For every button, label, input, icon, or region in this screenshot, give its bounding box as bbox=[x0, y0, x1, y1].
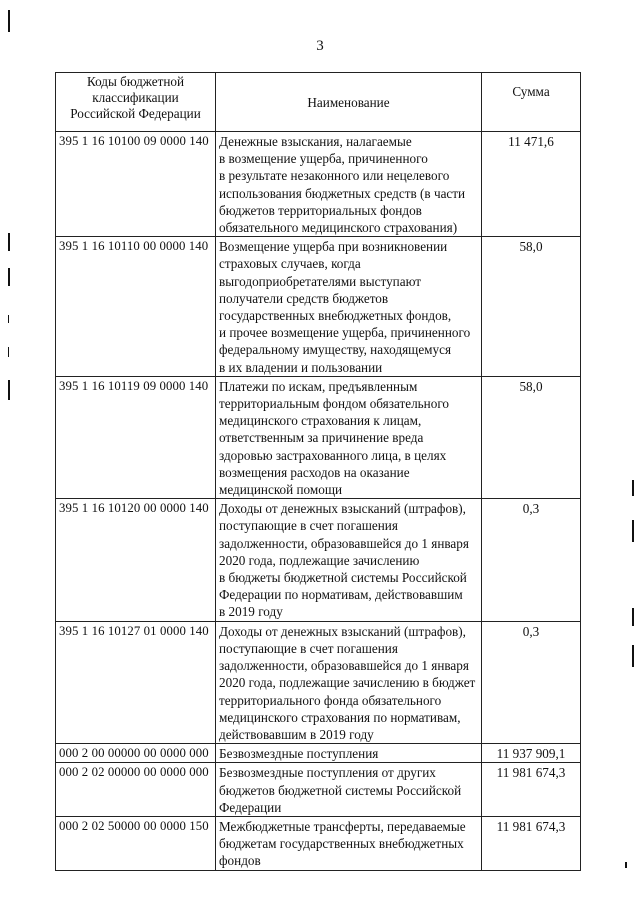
scan-mark bbox=[8, 315, 9, 323]
row-code: 395 1 16 10100 09 0000 140 bbox=[56, 132, 216, 237]
row-sum: 0,3 bbox=[482, 499, 581, 621]
row-code: 395 1 16 10110 00 0000 140 bbox=[56, 237, 216, 377]
scan-mark bbox=[632, 645, 634, 667]
row-name: Возмещение ущерба при возникновении страховых случаев, когда выгодоприобретателями выступают получатели средств бюджетов государственных внебюджетных фондов, и прочее возмещение ущерба, причиненного федеральному имуществу, находящемуся в их владении и пользовании bbox=[216, 237, 482, 377]
row-code: 000 2 02 50000 00 0000 150 bbox=[56, 816, 216, 870]
table-row bbox=[56, 376, 581, 498]
scan-mark bbox=[8, 233, 10, 251]
budget-classification-table bbox=[55, 72, 581, 871]
row-code: 395 1 16 10127 01 0000 140 bbox=[56, 621, 216, 743]
page-number: 3 bbox=[316, 38, 324, 54]
row-name: Платежи по искам, предъявленным территориальным фондом обязательного медицинского страхования к лицам, ответственным за причинение вреда здоровью застрахованного лица, в целях возмещения расходов на оказание медицинской помощи bbox=[216, 376, 482, 498]
row-name: Безвозмездные поступления bbox=[216, 744, 482, 763]
table-header-row bbox=[56, 73, 581, 132]
table-row bbox=[56, 499, 581, 621]
header-sum: Сумма bbox=[482, 73, 581, 132]
scan-mark bbox=[8, 380, 10, 400]
row-sum: 11 981 674,3 bbox=[482, 763, 581, 817]
scan-mark bbox=[8, 10, 10, 32]
row-sum: 11 937 909,1 bbox=[482, 744, 581, 763]
table-row bbox=[56, 237, 581, 377]
row-name: Межбюджетные трансферты, передаваемые бюджетам государственных внебюджетных фондов bbox=[216, 816, 482, 870]
table-row bbox=[56, 132, 581, 237]
row-name: Доходы от денежных взысканий (штрафов), поступающие в счет погашения задолженности, образовавшейся до 1 января 2020 года, подлежащие зачислению в бюджет территориального фонда обязательного медицинского страхования по нормативам, действовавшим в 2019 году bbox=[216, 621, 482, 743]
scan-mark bbox=[8, 268, 10, 286]
row-sum: 11 981 674,3 bbox=[482, 816, 581, 870]
row-sum: 0,3 bbox=[482, 621, 581, 743]
scan-mark bbox=[632, 608, 634, 626]
table-row bbox=[56, 816, 581, 870]
scan-mark bbox=[632, 480, 634, 496]
table-row bbox=[56, 763, 581, 817]
scan-mark bbox=[625, 862, 627, 868]
row-name: Безвозмездные поступления от других бюджетов бюджетной системы Российской Федерации bbox=[216, 763, 482, 817]
row-code: 000 2 02 00000 00 0000 000 bbox=[56, 763, 216, 817]
row-code: 000 2 00 00000 00 0000 000 bbox=[56, 744, 216, 763]
header-name: Наименование bbox=[216, 73, 482, 132]
row-code: 395 1 16 10119 09 0000 140 bbox=[56, 376, 216, 498]
row-sum: 58,0 bbox=[482, 237, 581, 377]
row-sum: 58,0 bbox=[482, 376, 581, 498]
header-codes: Коды бюджетной классификации Российской Федерации bbox=[56, 73, 216, 132]
row-name: Доходы от денежных взысканий (штрафов), поступающие в счет погашения задолженности, образовавшейся до 1 января 2020 года, подлежащие зачислению в бюджеты бюджетной системы Российской Федерации по нормативам, действовавшим в 2019 году bbox=[216, 499, 482, 621]
table-row bbox=[56, 744, 581, 763]
row-sum: 11 471,6 bbox=[482, 132, 581, 237]
scan-mark bbox=[632, 520, 634, 542]
table-row bbox=[56, 621, 581, 743]
row-code: 395 1 16 10120 00 0000 140 bbox=[56, 499, 216, 621]
row-name: Денежные взыскания, налагаемые в возмещение ущерба, причиненного в результате незаконного или нецелевого использования бюджетных средств (в части бюджетов территориальных фондов обязательного медицинского страхования) bbox=[216, 132, 482, 237]
scan-mark bbox=[8, 347, 9, 357]
